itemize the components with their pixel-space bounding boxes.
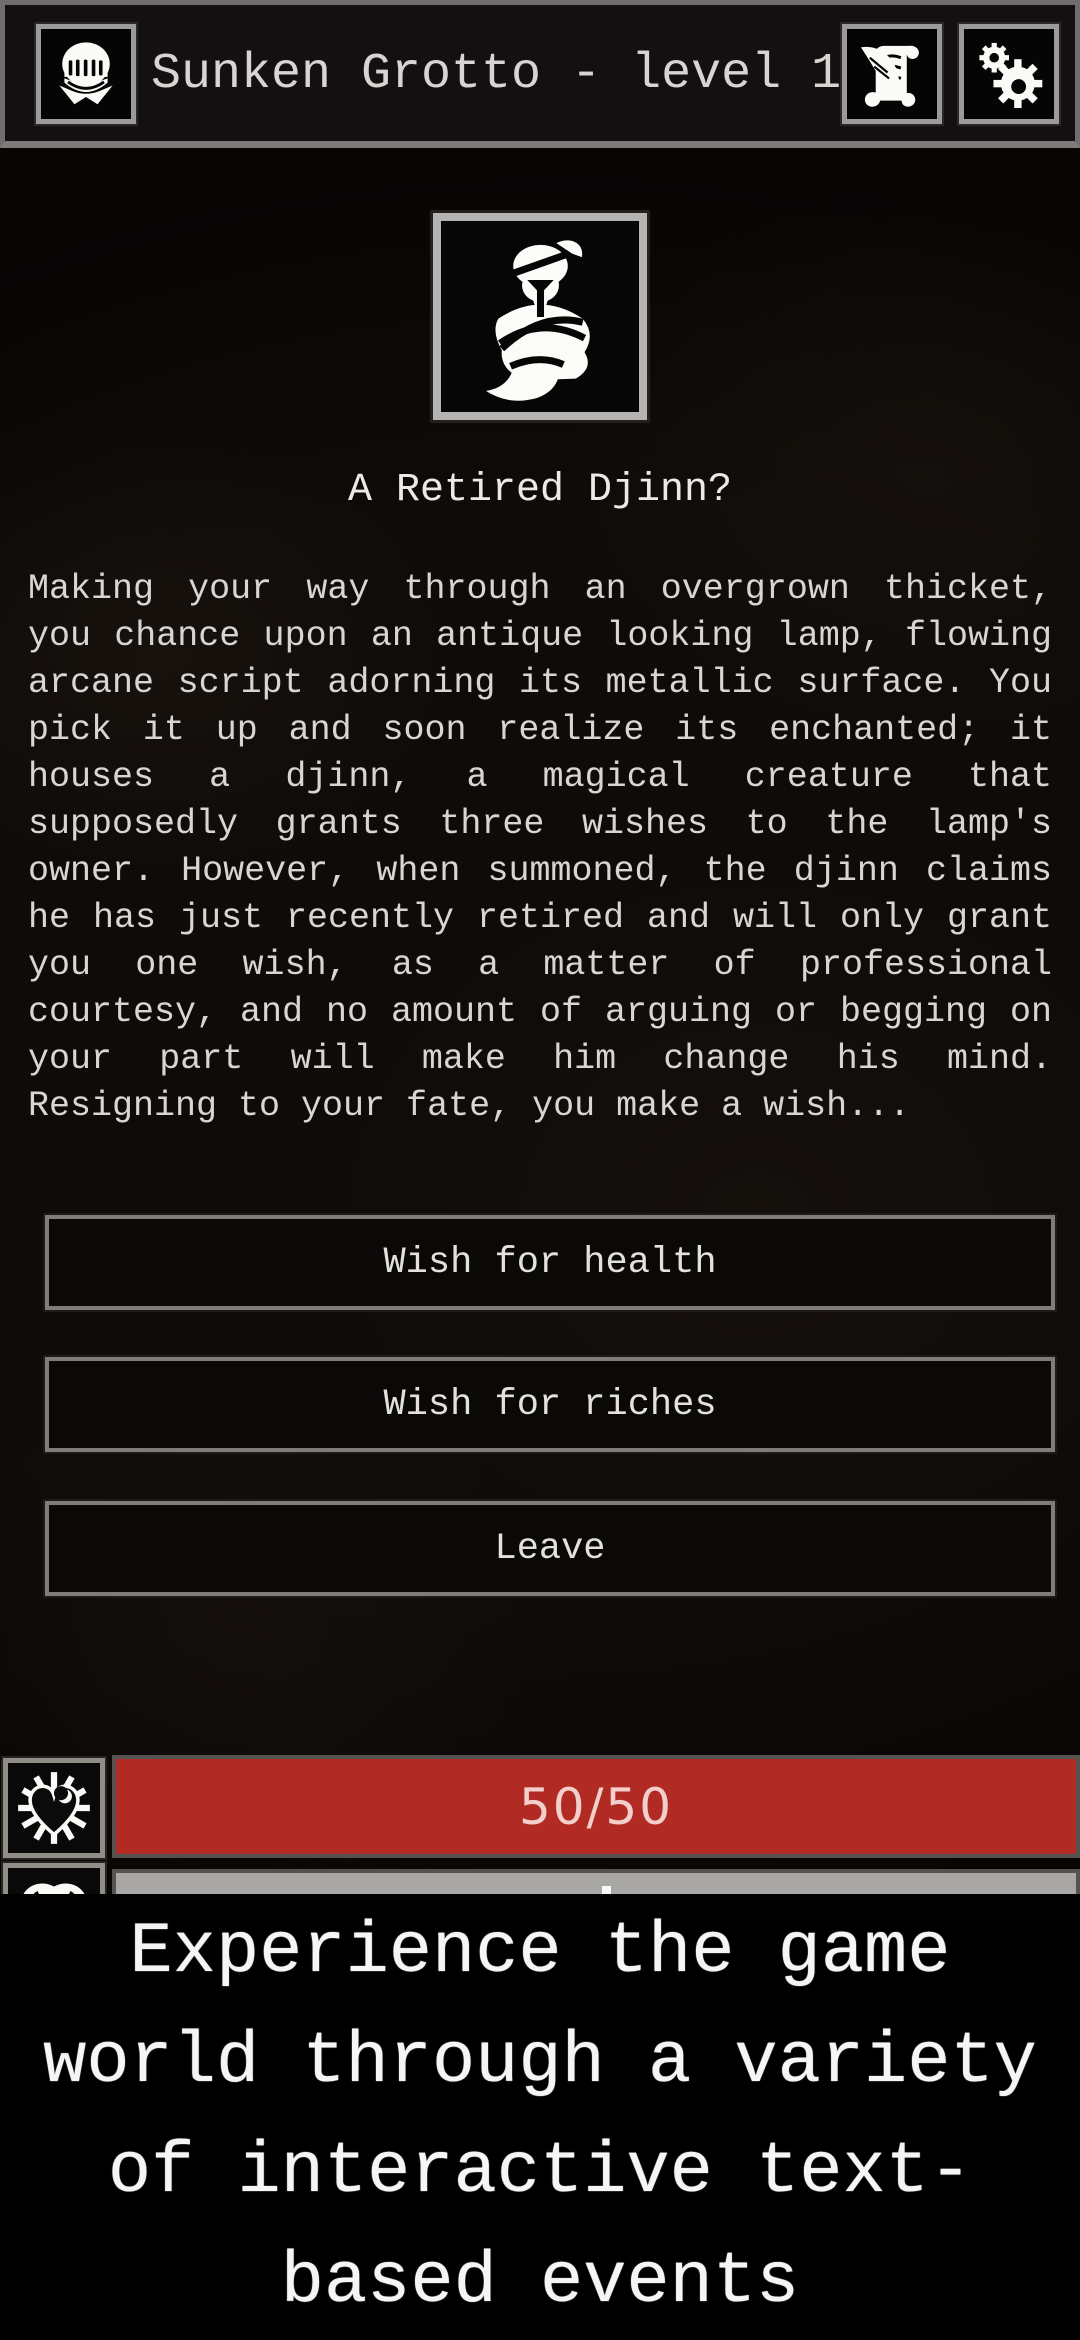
event-image-frame <box>433 213 647 420</box>
promo-line: based events <box>280 2241 800 2323</box>
promo-banner <box>0 1894 1080 2340</box>
gears-icon <box>972 37 1046 111</box>
player-button[interactable] <box>36 24 136 124</box>
heart-sunburst-icon <box>15 1769 93 1847</box>
event-title: A Retired Djinn? <box>347 468 733 513</box>
choice-leave[interactable]: Leave <box>45 1501 1055 1596</box>
event-body-text: Making your way through an overgrown thicket, you chance upon an antique looking lamp, flowing arcane script adorning its metallic surface. You pick it up and soon realize its enchanted; it houses a djinn, a magical creature that supposedly grants three wishes to the lamp's owner. However, when summoned, the djinn claims he has just recently retired and will only grant you one wish, as a matter of professional courtesy, and no amount of arguing or begging on your part will make him change his mind. Resigning to your fate, you make a wish... <box>28 569 1052 1126</box>
settings-button[interactable] <box>959 24 1059 124</box>
choice-wish-for-riches[interactable]: Wish for riches <box>45 1357 1055 1452</box>
health-value: 50/50 <box>518 1777 674 1836</box>
health-bar <box>112 1755 1080 1858</box>
promo-line: world through a variety <box>43 2021 1037 2103</box>
knight-helmet-icon <box>50 38 122 110</box>
location-title: Sunken Grotto - level 1 <box>151 45 842 103</box>
promo-line: of interactive text- <box>107 2131 973 2213</box>
choice-wish-for-health[interactable]: Wish for health <box>45 1215 1055 1310</box>
quill-scroll-icon <box>855 37 929 111</box>
health-stat-box <box>3 1758 105 1858</box>
promo-line: Experience the game <box>129 1911 951 1993</box>
journal-button[interactable] <box>842 24 942 124</box>
top-bar <box>0 0 1080 148</box>
djinn-icon <box>449 229 632 405</box>
